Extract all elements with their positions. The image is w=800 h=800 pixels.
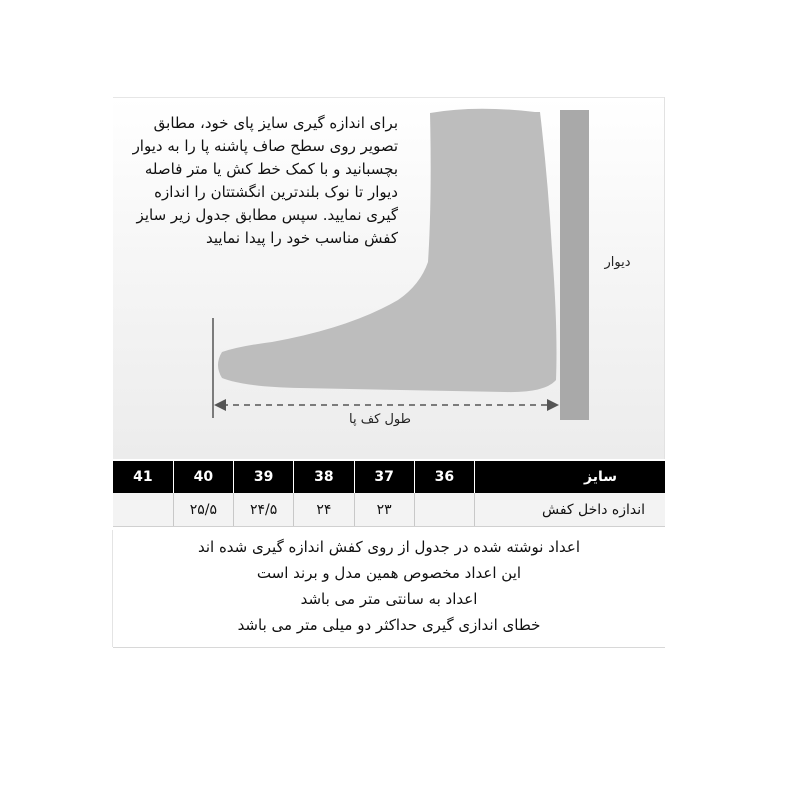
notes-box [113, 530, 665, 648]
size-cell: 36 [414, 461, 474, 493]
size-cell: 37 [354, 461, 414, 493]
instruction-line: دیوار تا نوک بلندترین انگشتتان را اندازه [154, 183, 398, 201]
inner-length-cell: ۲۴/۵ [234, 493, 294, 527]
inner-length-cell [414, 493, 474, 527]
size-header-row [113, 461, 665, 493]
note-line: اعداد به سانتی متر می باشد [300, 590, 478, 608]
foot-length-label: طول کف پا [349, 412, 411, 427]
inner-length-cell: ۲۳ [354, 493, 414, 527]
instruction-line: تصویر روی سطح صاف پاشنه پا را به دیوار [132, 137, 398, 155]
instructions-text [108, 112, 398, 250]
wall-label: دیوار [604, 255, 631, 270]
wall-block [560, 110, 589, 420]
note-line: خطای اندازی گیری حداکثر دو میلی متر می باشد [237, 616, 541, 634]
inner-length-row-label: اندازه داخل کفش [475, 493, 666, 527]
note-line: این اعداد مخصوص همین مدل و برند است [256, 564, 522, 582]
instruction-line: گیری نمایید. سپس مطابق جدول زیر سایز [136, 206, 398, 224]
note-line: اعداد نوشته شده در جدول از روی کفش اندازه گیری شده اند [197, 538, 581, 556]
instruction-line: بچسبانید و با کمک خط کش یا متر فاصله [144, 160, 398, 178]
size-cell: 39 [234, 461, 294, 493]
size-table [113, 461, 665, 527]
instruction-line: برای اندازه گیری سایز پای خود، مطابق [153, 114, 398, 132]
inner-length-row [113, 493, 665, 527]
inner-length-cell [113, 493, 173, 527]
size-cell: 38 [294, 461, 354, 493]
arrow-left-icon [214, 399, 226, 411]
size-cell: 40 [173, 461, 233, 493]
arrow-right-icon [547, 399, 559, 411]
size-cell: 41 [113, 461, 173, 493]
size-row-label: سایز [475, 461, 666, 493]
inner-length-cell: ۲۴ [294, 493, 354, 527]
instruction-line: کفش مناسب خود را پیدا نمایید [206, 229, 398, 247]
inner-length-cell: ۲۵/۵ [173, 493, 233, 527]
